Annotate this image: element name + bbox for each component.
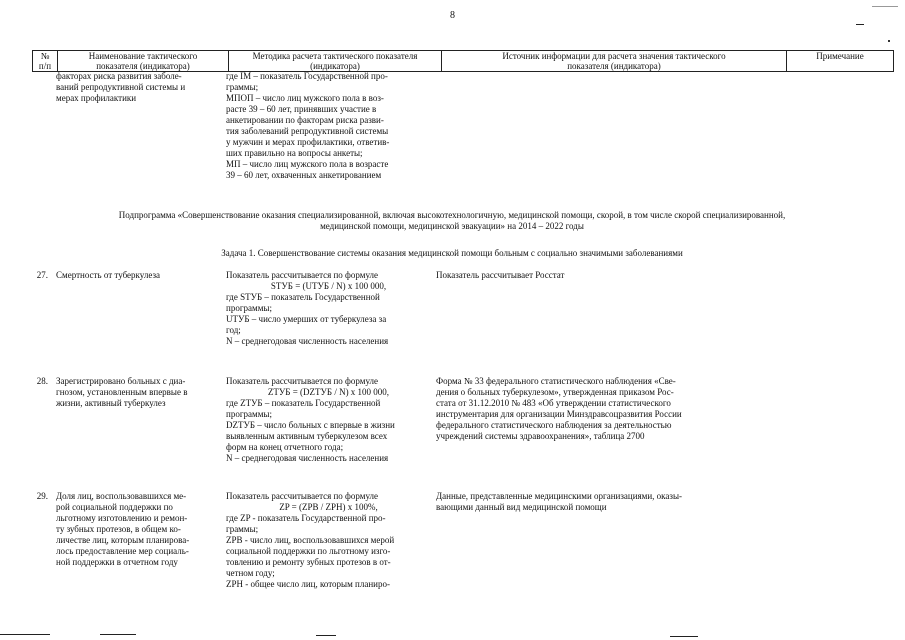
text-line: Показатель рассчитывается по формуле [226, 270, 379, 280]
scan-mark [316, 635, 336, 636]
text-line: DZТУБ – число больных с впервые в жизни [226, 420, 395, 430]
header-col-method [229, 51, 442, 72]
formula: ZТУБ = (DZТУБ / N) x 100 000, [267, 387, 390, 397]
header-col-number [33, 51, 58, 72]
text-line: рой социальной поддержки по [56, 502, 173, 512]
text-line: ту зубных протезов, в общем ко- [56, 524, 181, 534]
text-line: 39 – 60 лет, охваченных анкетированием [226, 170, 382, 180]
row-number: 27. [36, 270, 48, 280]
text-line: дения о больных туберкулезом», утвержденная приказом Рос- [436, 387, 674, 397]
header-text: п/п [38, 61, 52, 71]
text-line: Смертность от туберкулеза [56, 270, 161, 280]
text-line: гнозом, установленным впервые в [56, 387, 188, 397]
text-line: граммы; [226, 82, 259, 92]
row-28-method [226, 376, 431, 464]
text-line: вающими данный вид медицинской помощи [436, 502, 607, 512]
formula: SТУБ = (UТУБ / N) x 100 000, [270, 281, 387, 291]
text-line: где SТУБ – показатель Государственной [226, 292, 380, 302]
text-line: Показатель рассчитывается по формуле [226, 376, 379, 386]
header-text: Наименование тактического [88, 51, 198, 61]
text-line: где ZP - показатель Государственной про- [226, 513, 386, 523]
text-line: социальной поддержки по льготному изго- [226, 546, 391, 556]
text-line: Подпрограмма «Совершенствование оказания специализированной, включая высокотехнологичную, медицинской помощи, скорой, в том числе скорой специализированной, [118, 210, 786, 220]
row-27-method [226, 270, 431, 347]
task-heading: Задача 1. Совершенствование системы оказания медицинской помощи больным с социально значимыми заболеваниями [221, 248, 683, 258]
text-line: Зарегистрировано больных с диа- [56, 376, 186, 386]
page-number: 8 [450, 10, 455, 21]
text-line: четном году; [226, 568, 275, 578]
text-line: жизни, активный туберкулез [56, 398, 166, 408]
text-line: N – среднегодовая численность населения [226, 453, 389, 463]
text-line: товлению и ремонту зубных протезов в от- [226, 557, 391, 567]
text-line: тия заболеваний репродуктивной системы [226, 126, 389, 136]
text-line: ной поддержки в отчетном году [56, 557, 178, 567]
text-line: факторах риска развития заболе- [56, 71, 182, 81]
text-line: форм на конец отчетного года; [226, 442, 344, 452]
text-line: у мужчин и мерах профилактики, ответив- [226, 137, 390, 147]
header-text: показателя (индикатора) [567, 61, 661, 71]
scan-mark [0, 634, 50, 635]
text-line: Форма № 33 федерального статистического наблюдения «Све- [436, 376, 676, 386]
scan-mark [872, 6, 898, 7]
text-line: личестве лиц, которым планирова- [56, 535, 190, 545]
text-line: федерального статистического наблюдения за деятельностью [436, 420, 672, 430]
text-line: ших правильно на вопросы анкеты; [226, 148, 363, 158]
header-text: (индикатора) [310, 61, 360, 71]
text-line: год; [226, 325, 241, 335]
text-line: Данные, представленные медицинскими организациями, оказы- [436, 491, 682, 501]
header-text: Источник информации для расчета значения тактического [502, 51, 726, 61]
text-line: лось предоставление мер социаль- [56, 546, 189, 556]
scan-mark [100, 634, 136, 635]
row-number: 29. [36, 491, 48, 501]
text-line: мерах профилактики [56, 93, 137, 103]
header-col-note [787, 51, 894, 72]
header-col-name [58, 51, 229, 72]
scan-mark [670, 636, 698, 637]
header-text: показателя (индикатора) [96, 61, 190, 71]
continuation-method [226, 71, 431, 181]
row-number: 28. [36, 376, 48, 386]
header-text: № [40, 51, 50, 61]
text-line: анкетировании по факторам риска разви- [226, 115, 384, 125]
subprogram-heading [40, 210, 864, 232]
text-line: выявленным активным туберкулезом всех [226, 431, 388, 441]
formula: ZP = (ZPВ / ZPН) x 100%, [279, 502, 378, 512]
text-line: Показатель рассчитывает Росстат [436, 270, 565, 280]
text-line: программы; [226, 303, 272, 313]
text-line: льготному изготовлению и ремон- [56, 513, 188, 523]
table-header [32, 50, 894, 72]
header-col-source [442, 51, 787, 72]
scan-mark [888, 40, 890, 42]
text-line: ZPН - общее число лиц, которым планиро- [226, 579, 390, 589]
text-line: расте 39 – 60 лет, принявших участие в [226, 104, 377, 114]
header-text: Методика расчета тактического показателя [252, 51, 418, 61]
text-line: медицинской помощи, медицинской эвакуации» на 2014 – 2022 годы [320, 221, 584, 231]
text-line: Показатель рассчитывается по формуле [226, 491, 379, 501]
row-29-source [436, 491, 736, 513]
header-text: Примечание [816, 51, 864, 61]
row-28-source [436, 376, 736, 442]
text-line: N – среднегодовая численность населения [226, 336, 389, 346]
text-line: ваний репродуктивной системы и [56, 82, 186, 92]
row-27-name [56, 270, 219, 281]
row-29-method [226, 491, 431, 590]
text-line: программы; [226, 409, 272, 419]
row-29-name [56, 491, 219, 568]
text-line: где IM – показатель Государственной про- [226, 71, 388, 81]
continuation-name [56, 71, 219, 104]
text-line: UТУБ – число умерших от туберкулеза за [226, 314, 387, 324]
text-line: стата от 31.12.2010 № 483 «Об утверждении статистического [436, 398, 671, 408]
text-line: учреждений системы здравоохранения», таблица 2700 [436, 431, 645, 441]
text-line: инструментария для организации Минздравсоцразвития России [436, 409, 682, 419]
text-line: MП – число лиц мужского пола в возрасте [226, 159, 389, 169]
text-line: ZPВ - число лиц, воспользовавшихся мерой [226, 535, 395, 545]
text-line: MПОП – число лиц мужского пола в воз- [226, 93, 384, 103]
text-line: Доля лиц, воспользовавшихся ме- [56, 491, 187, 501]
row-28-name [56, 376, 219, 409]
scan-mark [856, 24, 864, 25]
row-27-source [436, 270, 736, 281]
text-line: где ZТУБ – показатель Государственной [226, 398, 381, 408]
text-line: граммы; [226, 524, 259, 534]
